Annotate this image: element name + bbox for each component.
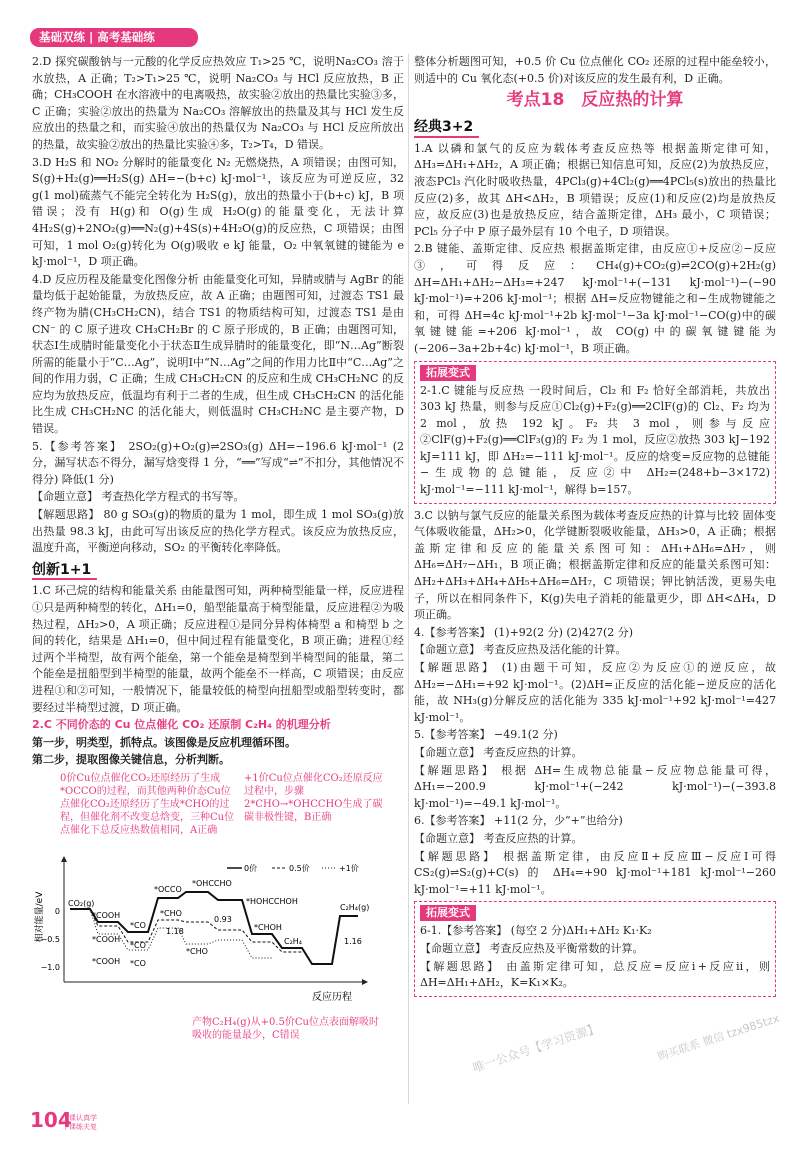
legend-0: 0价 [244,863,258,873]
chart-ylabel: 相对能量/eV [35,891,45,943]
annotation-a: 0价Cu位点催化CO₂还原经历了生成*OCCO的过程，而其他两种价态Cu位点催化CO₂还原经历了生成*CHO的过程，但催化剂不改变总焓变，三种Cu位点催化下总反应热数值相同，A正确 [60,772,235,836]
answer-6-1: 6-1.【参考答案】 (每空 2 分)ΔH₁+ΔH₂ K₁·K₂ [420,924,652,938]
mingti-4: 【命题立意】 考查反应热及活化能的计算。 [414,643,627,657]
label-c2h4: C₂H₄ [284,936,303,946]
label-cho-1: *CHO [160,908,182,918]
tuozhan-label-1: 拓展变式 [420,365,476,381]
footer-slogan: 上课认真学 下课练夫复 [62,1114,97,1131]
label-occo: *OCCO [154,884,182,894]
watermark-2: 购买联系 微信 tzx985tzx [655,1011,781,1064]
chuangxin-answer-1: 1.C 环己烷的结构和能量关系 由能量图可知，两种椅型能量一样，反应进程①只是两种椅型的转化，ΔH₁=0，船型能量高于椅型能量，反应进程②为吸热过程，ΔH₂>0，A 项正确；反应进程①是同分异构体椅型 a 和椅型 b 之间的转化，结果是 ΔH₁=0，但中间过程有能量变化，B 项正确；进程①经过两个半椅型，故有两个能垒，第一个能垒是椅型到半椅型间的能量，第二个能垒是扭船型到半椅型的能量，故两个能垒不一样高，C 项错误；由反应进程①和②可知，一般情况下，能量较低的椅型向扭船型或船型转变时，都要经过半椅型过渡，D 项正确。 [32,584,404,714]
left-column [32,54,404,1094]
kaodian-title: 考点18 反应热的计算 [506,90,684,111]
mingti-5: 【命题立意】 考查反应热的计算。 [414,745,583,759]
legend-1: 0.5价 [289,863,310,873]
label-co2g: CO₂(g) [68,898,95,908]
chart-xlabel: 反应历程 [312,991,352,1003]
legend-2: +1价 [339,863,359,873]
column-divider [408,54,409,1104]
tuozhan-box-2 [414,901,776,996]
value-1-18: 1.18 [166,926,184,936]
answer-2-1: 2-1.C 键能与反应热 一段时间后，Cl₂ 和 F₂ 恰好全部消耗，共放出 303 kJ 热量，则参与反应①Cl₂(g)+F₂(g)══2ClF(g)的 Cl₂、F₂ 均为 2 mol，放热 192 kJ。F₂ 共 3 mol，则参与反应②ClF(g)+F₂(g)══ClF₃(g)的 F₂ 为 1 mol，反应②放热 303 kJ−192 kJ=111 kJ，即 ΔH₂=−111 kJ·mol⁻¹。反应的焓变=反应物的总键能−生成物的总键能，反应②中 ΔH₂=(248+b−3×172) kJ·mol⁻¹=−111 kJ·mol⁻¹，解得 b=157。 [420,383,770,497]
section-title-jingdian: 经典3+2 [414,119,479,138]
watermark-1: 唯一公众号【学习资源】 [470,1020,601,1076]
jd-answer-1: 1.A 以磷和氯气的反应为载体考查反应热等 根据盖斯定律可知，ΔH₃=ΔH₁+ΔH₂，A 项正确；根据已知信息可知，反应(2)为放热反应，液态PCl₃ 汽化时吸收热量，4PCl₃(g)+4Cl₂(g)══4PCl₅(s)放出的热量比反应(2)多，故其 ΔH<ΔH₂，B 项错误；反应(1)和反应(2)均是放热反应，故反应(3)也是放热反应，结合盖斯定律，ΔH₃ 最小，C 项错误；PCl₅ 分子中 P 原子最外层有 10 个电子，D 项错误。 [414,141,776,238]
answer-5: 5.【参考答案】 2SO₂(g)+O₂(g)⇌2SO₃(g) ΔH=−196.6 kJ·mol⁻¹ (2 分，漏写状态不得分，漏写焓变得 1 分，“══”写成“⇌”不扣分，其他情况不得分) 降低(1 分) [32,439,404,486]
chart-ytick-0: 0 [54,906,60,916]
jieti-5: 【解题思路】 根据 ΔH=生成物总能量−反应物总能量可得，ΔH₁=−200.9 kJ·mol⁻¹+(−242 kJ·mol⁻¹)−(−393.8 kJ·mol⁻¹)=−49.1 kJ·mol⁻¹。 [414,763,776,810]
tuozhan-box-1 [414,361,776,504]
step-2: 第二步，提取图像关键信息，分析判断。 [32,753,230,767]
value-0-93: 0.93 [214,914,232,924]
label-cooh-2: *COOH [92,934,121,944]
right-column [414,54,776,1094]
label-c2h4g: C₂H₄(g) [340,902,370,912]
jd-answer-6: 6.【参考答案】 +11(2 分，少“+”也给分) [414,814,623,828]
mingti-liyi: 【命题立意】 考查热化学方程式的书写等。 [32,490,245,504]
label-co-1: *CO [130,920,146,930]
step-1: 第一步，明类型，抓特点。该图像是反应机理循环图。 [32,735,296,749]
answer-2-cont: 整体分析题图可知，+0.5 价 Cu 位点催化 CO₂ 还原的过程中能垒较小，则适中的 Cu 氧化态(+0.5 价)对该反应的发生最有利，D 正确。 [414,55,776,85]
jd-answer-2: 2.B 键能、盖斯定律、反应热 根据盖斯定律，由反应①+反应②−反应③，可得反应：CH₄(g)+CO₂(g)⇌2CO(g)+2H₂(g) ΔH=ΔH₁+ΔH₂−ΔH₃=+247 kJ·mol⁻¹+(−131 kJ·mol⁻¹)−(−90 kJ·mol⁻¹)=+206 kJ·mol⁻¹；根据 ΔH=反应物键能之和−生成物键能之和，可得 ΔH=4c kJ·mol⁻¹+2b kJ·mol⁻¹−3a kJ·mol⁻¹−CO(g)中的碳氧键键能=+206 kJ·mol⁻¹，故 CO(g)中的碳氧键键能为(−206−3a+2b+4c) kJ·mol⁻¹，B 项正确。 [414,242,776,355]
chuangxin-answer-2-title: 2.C 不同价态的 Cu 位点催化 CO₂ 还原制 C₂H₄ 的机理分析 [32,718,331,732]
value-1-16: 1.16 [344,936,362,946]
jd-answer-4: 4.【参考答案】 (1)+92(2 分) (2)427(2 分) [414,625,634,639]
page-number: 104 [30,1108,72,1132]
jieti-6-1: 【解题思路】 由盖斯定律可知，总反应=反应ⅰ+反应ⅱ，则 ΔH=ΔH₁+ΔH₂，K=K₁×K₂。 [420,959,770,990]
label-hohcchoh: *HOHCCHOH [246,896,298,906]
jd-answer-3: 3.C 以钠与氯气反应的能量关系图为载体考查反应热的计算与比较 固体变气体吸收能量，ΔH₂>0，化学键断裂吸收能量，ΔH₃>0，A 正确；根据盖斯定律和反应的能量关系图可知：ΔH₁+ΔH₆=ΔH₇，则 ΔH₆=ΔH₇−ΔH₁，B 项正确；根据盖斯定律和反应的能量关系图可知：ΔH₂+ΔH₃+ΔH₄+ΔH₅+ΔH₆=ΔH₇，C 项错误；钾比钠活泼，更易失电子，所以在相同条件下，K(g)失电子消耗的能量更少，即 ΔH<ΔH₄，D 项正确。 [414,508,776,622]
answer-2: 2.D 探究碳酸钠与一元酸的化学反应热效应 T₁>25 ℃，说明Na₂CO₃ 溶于水放热，A 正确；T₂>T₁>25 ℃，说明 Na₂CO₃ 与 HCl 反应放热，B 正确；CH₃COOH 在水溶液中的电离吸热，故实验②放出的热量比实验③多，C 正确；实验②放出的热量为 Na₂CO₃ 溶解放出的热量及其与 HCl 发生反应放出的热量之和，而实验④放出的热量仅为 Na₂CO₃ 与 HCl 反应所放出的热量，故实验②放出的热量比实验④多，T₂>T₄，D 错误。 [32,55,404,151]
mingti-6: 【命题立意】 考查反应热的计算。 [414,831,583,845]
chart-ytick-2: −1.0 [40,962,60,972]
jd-answer-5: 5.【参考答案】 −49.1(2 分) [414,728,558,742]
label-choh: *CHOH [254,922,282,932]
label-co-3: *CO [130,958,146,968]
jieti-4: 【解题思路】 (1)由题干可知，反应②为反应①的逆反应，故 ΔH₂=−ΔH₁=+92 kJ·mol⁻¹。(2)ΔH=正反应的活化能−逆反应的活化能，故 NH₃(g)分解反应的活化能为 335 kJ·mol⁻¹+92 kJ·mol⁻¹=427 kJ·mol⁻¹。 [414,661,776,724]
label-ohccho: *OHCCHO [192,878,232,888]
label-cooh-3: *COOH [92,956,121,966]
label-co-2: *CO [130,940,146,950]
annotation-b: +1价Cu位点催化CO₂还原反应过程中，步骤2*CHO→*OHCCHO生成了碳碳非极性键，B正确 [244,772,383,823]
chart-ytick-1: −0.5 [40,934,60,944]
answer-3: 3.D H₂S 和 NO₂ 分解时的能量变化 N₂ 无燃烧热，A 项错误；由图可知，S(g)+H₂(g)══H₂S(g) ΔH=−(b+c) kJ·mol⁻¹，该反应为可逆反应，32 g(1 mol)硫蒸气不能完全转化为 H₂S(g)，放出的热量小于(b+c) kJ，B 项错误；没有 H(g)和 O(g)生成 H₂O(g)的能量变化，无法计算 4H₂S(g)+2NO₂(g)══N₂(g)+4S(s)+4H₂O(g)的反应热，C 项错误；由图可知，1 mol O₂(g)转化为 O(g)吸收 e kJ 能量，O₂ 中氧氧键的键能为 e kJ·mol⁻¹，D 项正确。 [32,155,404,269]
section-title-chuangxin: 创新1+1 [32,562,97,581]
jieti-silu: 【解题思路】 80 g SO₃(g)的物质的量为 1 mol，即生成 1 mol SO₃(g)放出热量 98.3 kJ，由此可写出该反应的热化学方程式。该反应为放热反应，温度升高，平衡逆向移动，SO₂ 的平衡转化率降低。 [32,508,404,555]
label-cho-2: *CHO [186,946,208,956]
label-cooh-1: *COOH [92,910,121,920]
mechanism-figure [32,770,404,1070]
annotation-c: 产物C₂H₄(g)从+0.5价Cu位点表面解吸时吸收的能量最少，C错误 [192,1016,379,1041]
answer-4: 4.D 反应历程及能量变化图像分析 由能量变化可知，异腈或腈与 AgBr 的能量均低于起始能量，为放热反应，故 A 正确；由题图可知，过渡态 TS1 最终产物为腈(CH₃CH₂CN)，结合 TS1 的物质结构可知，过渡态 TS1 是由 CN⁻ 的 C 原子进攻 CH₃CH₂Br 的 C 原子形成的，B 正确；由题图可知，状态Ⅰ生成腈时能量变化小于状态Ⅱ生成异腈时的能量变化，即“N…Ag”断裂所需的能量小于“C…Ag”，说明Ⅰ中“N…Ag”之间的作用力比Ⅱ中“C…Ag”之间的作用力弱，C 正确；生成 CH₃CH₂CN 的反应和生成 CH₃CH₂NC 的反应均为放热反应，低温均有利于二者的生成，但生成 CH₃CH₂CN 的活化能比生成 CH₃CH₂NC 的活化能大，则低温时 CH₃CH₂NC 是主要产物，D 错误。 [32,272,404,436]
tuozhan-label-2: 拓展变式 [420,905,476,921]
mingti-6-1: 【命题立意】 考查反应热及平衡常数的计算。 [420,941,644,955]
page-header: 基础双练 | 高考基础练 [30,28,198,47]
jieti-6: 【解题思路】 根据盖斯定律，由反应Ⅱ+反应Ⅲ−反应Ⅰ可得 CS₂(g)⇌S₂(g)+C(s) 的 ΔH₄=+90 kJ·mol⁻¹+181 kJ·mol⁻¹−260 kJ·mol⁻¹=+11 kJ·mol⁻¹。 [414,849,776,896]
